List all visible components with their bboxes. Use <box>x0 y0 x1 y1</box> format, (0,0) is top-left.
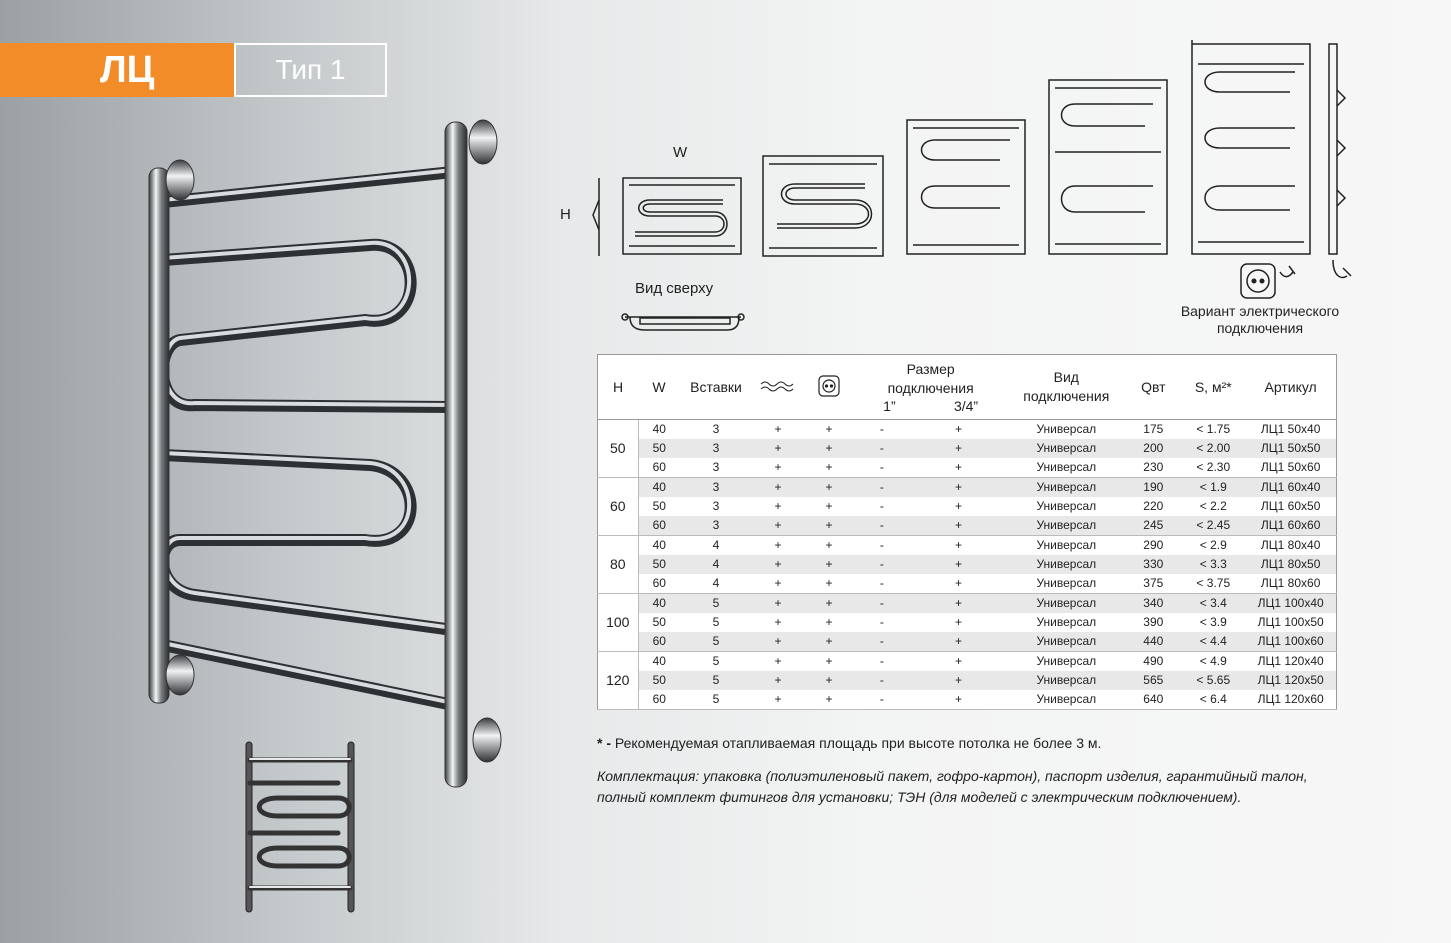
table-row <box>598 497 1337 516</box>
cell-s: < 2.9 <box>1199 538 1227 552</box>
footnote-mark: * - <box>597 735 611 751</box>
electric-variant-caption: Вариант электрического подключения <box>1180 303 1340 336</box>
cell-a: + <box>752 458 804 478</box>
cell-a: + <box>774 499 782 513</box>
cell-sku: ЛЦ1 80х40 <box>1260 538 1321 552</box>
cell-w: 40 <box>652 422 666 436</box>
cell-ins: 3 <box>712 499 720 513</box>
col-power: Qвт <box>1125 355 1181 420</box>
footnote <box>597 735 1101 751</box>
cell-ins: 5 <box>680 632 752 652</box>
cell-s2: + <box>954 538 962 552</box>
cell-conn: Универсал <box>1007 439 1125 458</box>
socket-icon <box>818 375 840 397</box>
cell-s: < 3.3 <box>1181 555 1245 574</box>
table-row <box>598 516 1337 536</box>
cell-s1: - <box>854 555 910 574</box>
col-sku: Артикул <box>1245 355 1336 420</box>
towel-rail-small-photo <box>238 738 363 918</box>
cell-ins: 3 <box>680 458 752 478</box>
cell-sku: ЛЦ1 60х40 <box>1245 478 1336 498</box>
cell-s: < 6.4 <box>1181 690 1245 710</box>
cell-ins: 4 <box>712 538 720 552</box>
table-header-row <box>598 355 1337 420</box>
cell-s2: + <box>910 690 1008 710</box>
cell-w: 60 <box>638 632 680 652</box>
cell-ins: 5 <box>712 654 720 668</box>
cell-s: < 3.9 <box>1199 615 1227 629</box>
cell-sku: ЛЦ1 50х60 <box>1245 458 1336 478</box>
width-label: W <box>673 144 688 161</box>
cell-b: + <box>804 478 854 498</box>
cell-ins: 4 <box>680 555 752 574</box>
cell-b: + <box>804 458 854 478</box>
cell-ins: 3 <box>680 478 752 498</box>
cell-s2: + <box>910 671 1008 690</box>
height-cell: 80 <box>598 536 639 594</box>
cell-q: 175 <box>1143 422 1164 436</box>
cell-b: + <box>825 538 833 552</box>
table-row <box>598 632 1337 652</box>
table-row <box>598 420 1337 440</box>
cell-a: + <box>752 555 804 574</box>
cell-s2: + <box>910 458 1008 478</box>
table-row <box>598 594 1337 614</box>
cell-a: + <box>752 690 804 710</box>
cell-s1: - <box>879 422 884 436</box>
cell-a: + <box>774 654 782 668</box>
cell-a: + <box>752 516 804 536</box>
cell-conn: Универсал <box>1007 555 1125 574</box>
cell-ins: 4 <box>680 574 752 594</box>
table-row <box>598 536 1337 556</box>
size-header: Размер подключения <box>887 361 974 396</box>
cell-q: 190 <box>1125 478 1181 498</box>
cell-w: 50 <box>638 671 680 690</box>
cell-s2: + <box>910 632 1008 652</box>
cell-s: < 2.45 <box>1181 516 1245 536</box>
footnote-text: Рекомендуемая отапливаемая площадь при высоте потолка не более 3 м. <box>614 735 1102 751</box>
cell-w: 60 <box>638 574 680 594</box>
cell-a: + <box>752 632 804 652</box>
cell-sku: ЛЦ1 50х50 <box>1245 439 1336 458</box>
cell-s1: - <box>854 516 910 536</box>
cell-b: + <box>804 574 854 594</box>
cell-s2: + <box>954 654 962 668</box>
conn-header: Вид подключения <box>1023 369 1110 404</box>
top-view-label: Вид сверху <box>635 280 714 297</box>
height-cell: 50 <box>598 420 639 478</box>
type-label: Тип 1 <box>234 43 387 97</box>
cell-w: 40 <box>652 654 666 668</box>
cell-conn: Универсал <box>1007 594 1125 614</box>
table-body <box>598 420 1337 710</box>
cell-conn: Универсал <box>1007 516 1125 536</box>
cell-s2: + <box>910 574 1008 594</box>
cell-s2: + <box>954 422 962 436</box>
towel-rail-photo <box>135 110 515 790</box>
cell-s2: + <box>910 439 1008 458</box>
height-cell: 120 <box>598 652 639 710</box>
cell-s2: + <box>910 594 1008 614</box>
col-area: S, м²* <box>1181 355 1245 420</box>
cell-sku: ЛЦ1 100х40 <box>1245 594 1336 614</box>
cell-conn: Универсал <box>1007 458 1125 478</box>
cell-b: + <box>825 422 833 436</box>
cell-b: + <box>804 594 854 614</box>
cell-s1: - <box>854 690 910 710</box>
col-w: W <box>638 355 680 420</box>
height-cell: 60 <box>598 478 639 536</box>
cell-conn: Универсал <box>1007 671 1125 690</box>
cell-b: + <box>825 654 833 668</box>
cell-sku: ЛЦ1 50х40 <box>1260 422 1321 436</box>
cell-q: 220 <box>1143 499 1164 513</box>
cell-a: + <box>752 574 804 594</box>
cell-q: 490 <box>1143 654 1164 668</box>
wave-icon <box>760 379 796 393</box>
col-inserts: Вставки <box>680 355 752 420</box>
cell-sku: ЛЦ1 100х50 <box>1257 615 1324 629</box>
table-row <box>598 574 1337 594</box>
cell-s: < 4.4 <box>1181 632 1245 652</box>
cell-q: 565 <box>1125 671 1181 690</box>
cell-a: + <box>774 422 782 436</box>
cell-b: + <box>804 671 854 690</box>
table-row <box>598 652 1337 672</box>
cell-conn: Универсал <box>1007 574 1125 594</box>
cell-q: 390 <box>1143 615 1164 629</box>
cell-b: + <box>825 499 833 513</box>
height-cell: 100 <box>598 594 639 652</box>
cell-s1: - <box>854 632 910 652</box>
cell-b: + <box>825 615 833 629</box>
cell-w: 50 <box>652 499 666 513</box>
cell-s2: + <box>910 516 1008 536</box>
cell-b: + <box>804 632 854 652</box>
cell-conn: Универсал <box>1036 499 1097 513</box>
table-row <box>598 555 1337 574</box>
cell-conn: Универсал <box>1036 422 1097 436</box>
cell-a: + <box>774 615 782 629</box>
cell-s1: - <box>854 574 910 594</box>
table-row <box>598 613 1337 632</box>
cell-q: 440 <box>1125 632 1181 652</box>
cell-b: + <box>804 690 854 710</box>
col-wave <box>752 355 804 420</box>
cell-s1: - <box>879 615 884 629</box>
cell-s1: - <box>879 538 884 552</box>
cell-s2: + <box>954 615 962 629</box>
col-size <box>854 355 1007 420</box>
cell-conn: Универсал <box>1007 478 1125 498</box>
cell-s1: - <box>879 499 884 513</box>
cell-ins: 5 <box>680 594 752 614</box>
cell-s: < 2.30 <box>1181 458 1245 478</box>
cell-w: 40 <box>638 478 680 498</box>
cell-conn: Универсал <box>1007 632 1125 652</box>
cell-w: 60 <box>638 516 680 536</box>
cell-w: 40 <box>652 538 666 552</box>
cell-a: + <box>752 478 804 498</box>
cell-sku: ЛЦ1 120х50 <box>1245 671 1336 690</box>
spec-table <box>597 354 1337 710</box>
cell-s2: + <box>954 499 962 513</box>
cell-a: + <box>752 671 804 690</box>
cell-s: < 4.9 <box>1199 654 1227 668</box>
cell-q: 230 <box>1125 458 1181 478</box>
cell-w: 50 <box>638 439 680 458</box>
cell-sku: ЛЦ1 60х60 <box>1245 516 1336 536</box>
cell-q: 200 <box>1125 439 1181 458</box>
cell-sku: ЛЦ1 120х40 <box>1257 654 1324 668</box>
cell-ins: 5 <box>680 671 752 690</box>
size-1-header: 1” <box>883 398 896 414</box>
cell-s: < 1.9 <box>1181 478 1245 498</box>
cell-a: + <box>752 594 804 614</box>
cell-ins: 5 <box>680 690 752 710</box>
cell-ins: 3 <box>680 516 752 536</box>
cell-s2: + <box>910 555 1008 574</box>
cell-b: + <box>804 439 854 458</box>
cell-sku: ЛЦ1 120х60 <box>1245 690 1336 710</box>
cell-s1: - <box>854 671 910 690</box>
cell-s: < 1.75 <box>1196 422 1231 436</box>
cell-b: + <box>804 555 854 574</box>
cell-s2: + <box>910 478 1008 498</box>
cell-b: + <box>804 516 854 536</box>
cell-sku: ЛЦ1 60х50 <box>1260 499 1321 513</box>
table-row <box>598 671 1337 690</box>
cell-sku: ЛЦ1 100х60 <box>1245 632 1336 652</box>
cell-s: < 2.00 <box>1181 439 1245 458</box>
col-conn <box>1007 355 1125 420</box>
model-title: ЛЦ <box>0 43 234 97</box>
cell-sku: ЛЦ1 80х60 <box>1245 574 1336 594</box>
cell-q: 340 <box>1125 594 1181 614</box>
cell-w: 40 <box>638 594 680 614</box>
cell-s1: - <box>854 458 910 478</box>
table-row <box>598 439 1337 458</box>
col-socket <box>804 355 854 420</box>
col-h: H <box>598 355 639 420</box>
cell-q: 245 <box>1125 516 1181 536</box>
cell-q: 640 <box>1125 690 1181 710</box>
cell-a: + <box>752 439 804 458</box>
cell-w: 50 <box>638 555 680 574</box>
cell-conn: Универсал <box>1036 538 1097 552</box>
cell-s1: - <box>854 439 910 458</box>
cell-ins: 3 <box>680 439 752 458</box>
table-row <box>598 690 1337 710</box>
cell-ins: 5 <box>712 615 720 629</box>
cell-q: 290 <box>1143 538 1164 552</box>
cell-w: 60 <box>638 458 680 478</box>
cell-s: < 3.4 <box>1181 594 1245 614</box>
kit-description: Комплектация: упаковка (полиэтиленовый пакет, гофро-картон), паспорт изделия, гарантийный талон, полный комплект фитингов для установки; ТЭН (для моделей с электрическим подключением). <box>597 768 1308 805</box>
cell-s: < 2.2 <box>1199 499 1227 513</box>
cell-a: + <box>774 538 782 552</box>
cell-s1: - <box>879 654 884 668</box>
size-34-header: 3/4” <box>953 398 979 414</box>
cell-q: 330 <box>1125 555 1181 574</box>
cell-s: < 5.65 <box>1181 671 1245 690</box>
height-label: H <box>560 206 571 223</box>
cell-w: 50 <box>652 615 666 629</box>
cell-conn: Универсал <box>1007 690 1125 710</box>
cell-conn: Универсал <box>1036 654 1097 668</box>
table-row <box>598 478 1337 498</box>
cell-s1: - <box>854 478 910 498</box>
cell-ins: 3 <box>712 422 720 436</box>
cell-q: 375 <box>1125 574 1181 594</box>
cell-conn: Универсал <box>1036 615 1097 629</box>
cell-w: 60 <box>638 690 680 710</box>
cell-s1: - <box>854 594 910 614</box>
cell-sku: ЛЦ1 80х50 <box>1245 555 1336 574</box>
table-row <box>598 458 1337 478</box>
cell-s: < 3.75 <box>1181 574 1245 594</box>
